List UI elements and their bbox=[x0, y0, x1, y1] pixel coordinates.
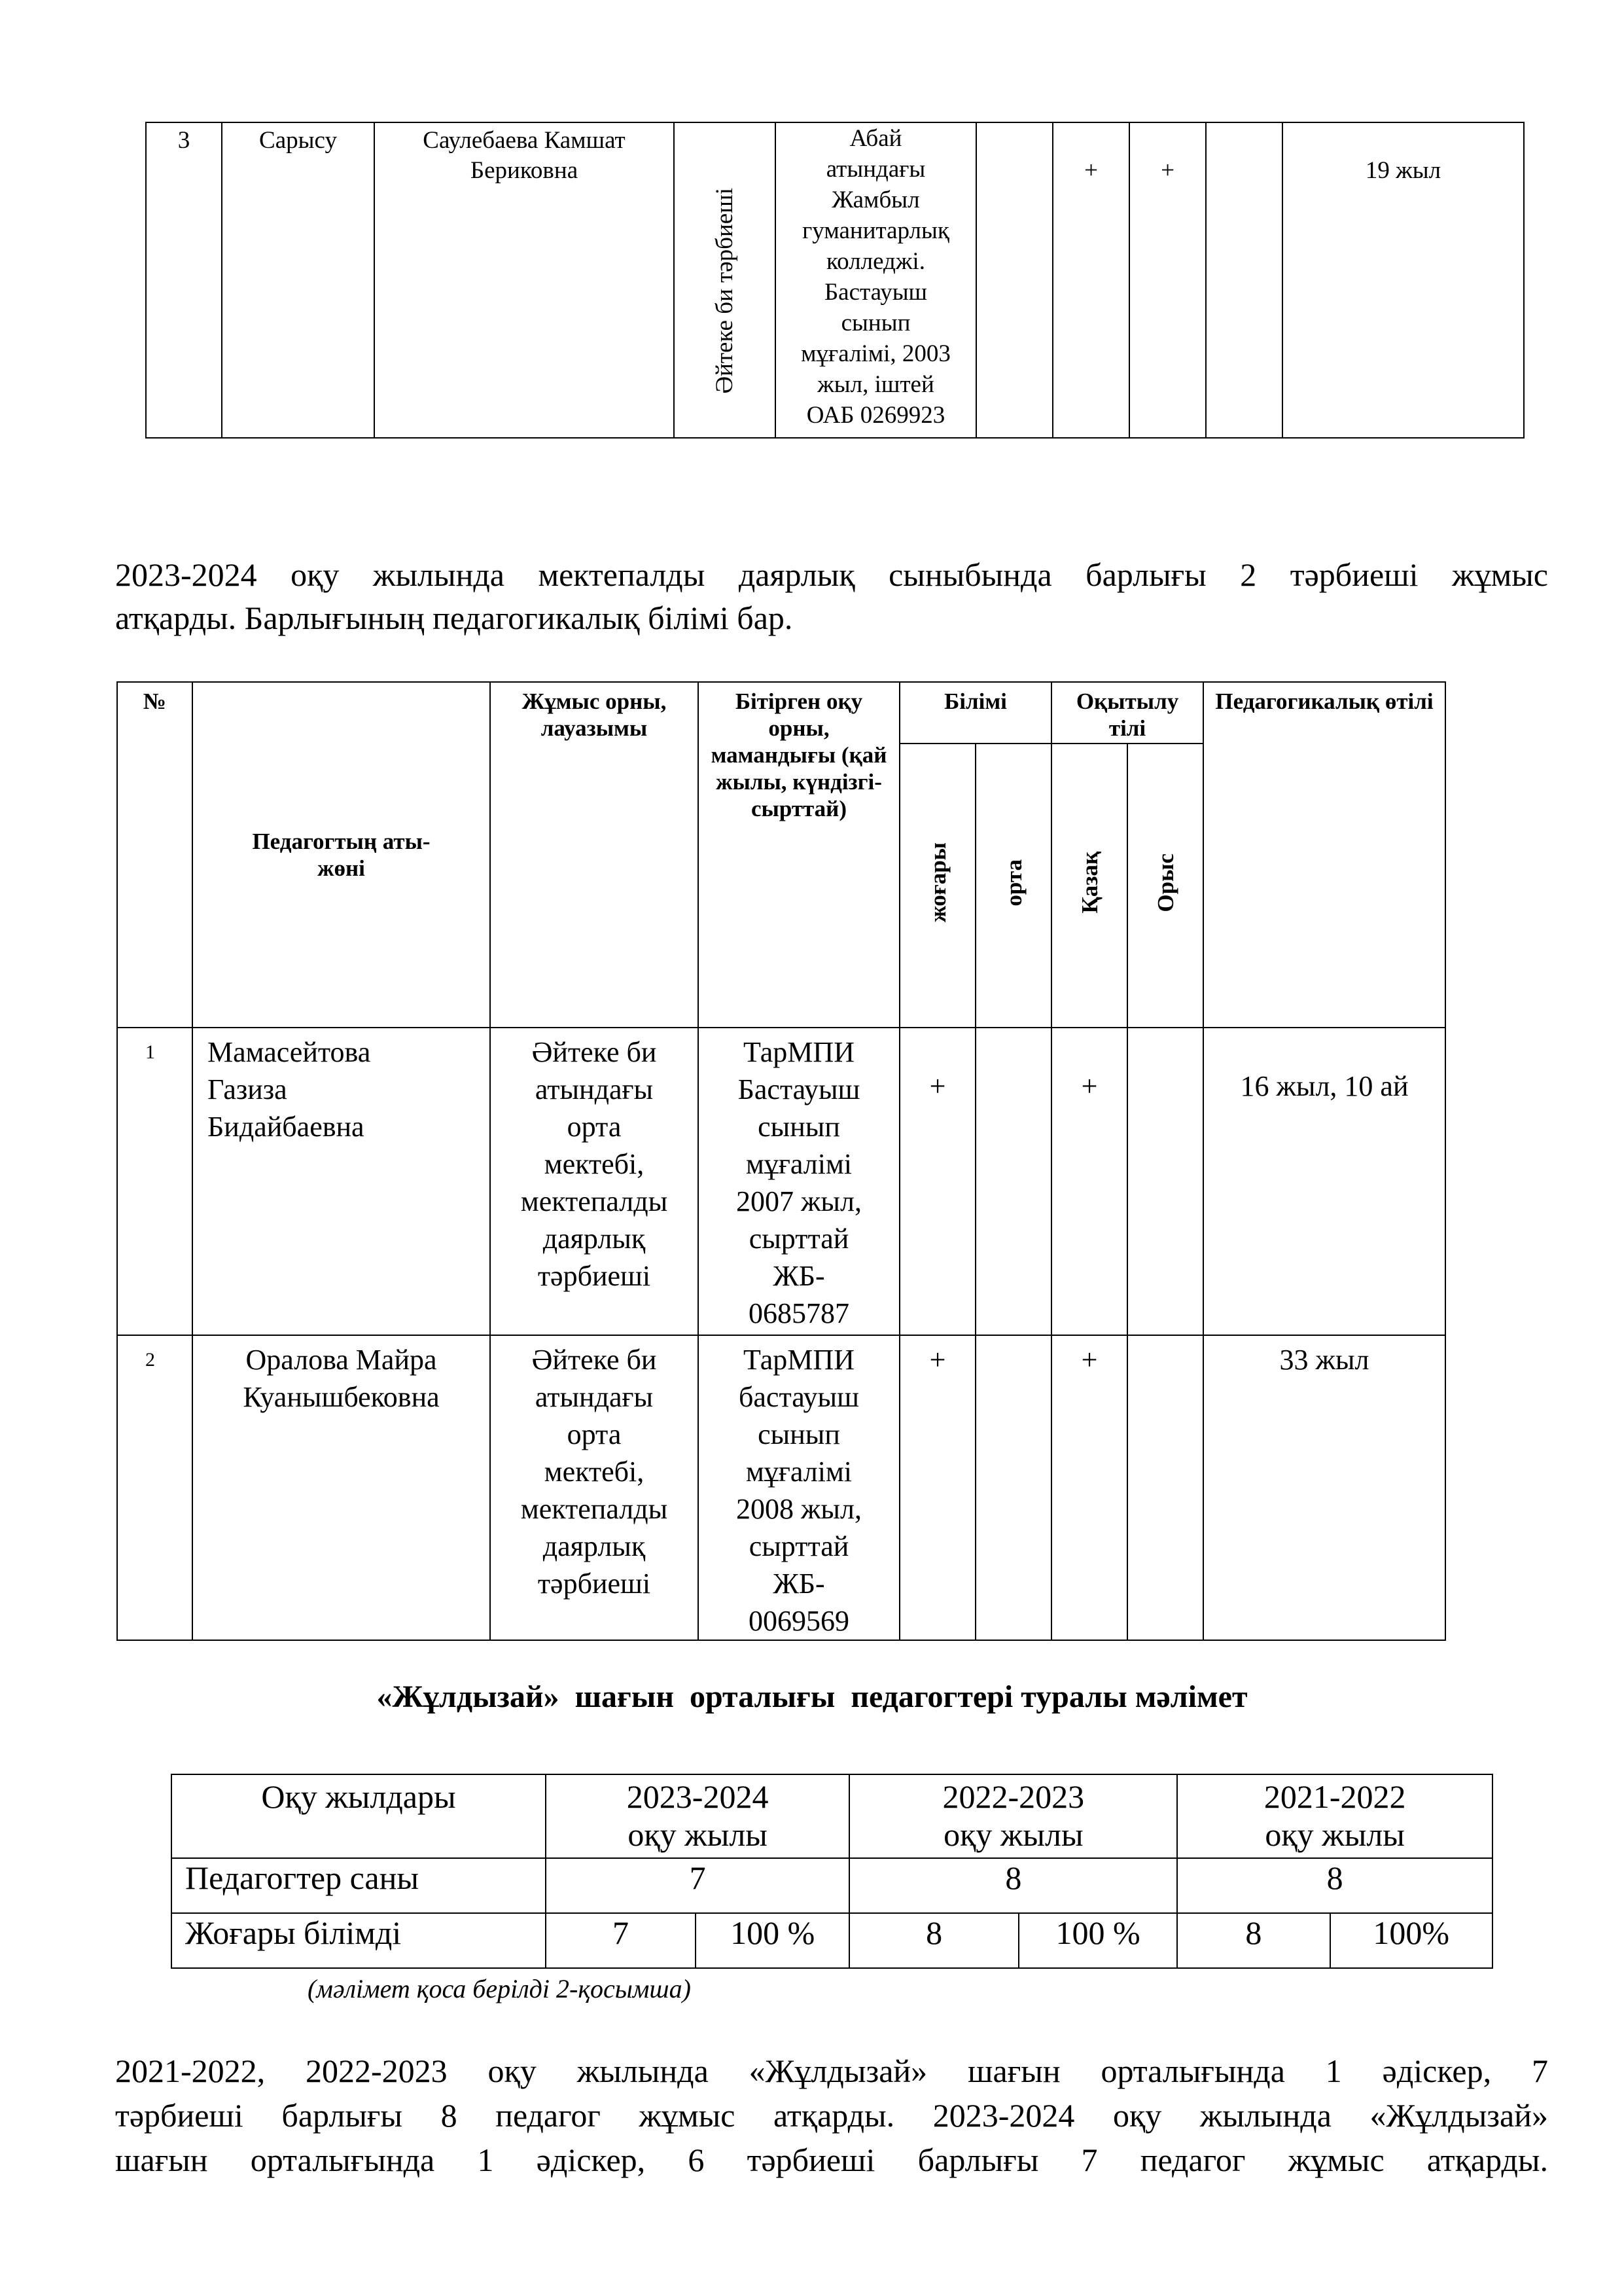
header-higher: жоғары bbox=[900, 744, 976, 1028]
work-cell: Әйтеке би атындағы орта мектебі, мектепалды даярлық тәрбиеші bbox=[490, 1028, 698, 1335]
count-value: 8 bbox=[849, 1858, 1177, 1913]
top-table bbox=[145, 122, 1525, 439]
empty-cell bbox=[1127, 1028, 1203, 1335]
year-header: 2022-2023 оқу жылы bbox=[849, 1774, 1177, 1858]
year-header: 2023-2024 оқу жылы bbox=[546, 1774, 849, 1858]
location-cell: Сарысу bbox=[222, 122, 374, 438]
plus-mark: + bbox=[1051, 1028, 1127, 1335]
count-label: Педагогтер саны bbox=[171, 1858, 546, 1913]
year-header: 2021-2022 оқу жылы bbox=[1177, 1774, 1492, 1858]
plus-mark: + bbox=[1129, 122, 1206, 438]
table-row bbox=[117, 1335, 1445, 1640]
paragraph-1-line-2: атқарды. Барлығының педагогикалық білімі бар. bbox=[115, 600, 793, 636]
paragraph-2-line-2: тәрбиеші барлығы 8 педагог жұмыс атқарды. 2023-2024 оқу жылында «Жұлдызай» bbox=[115, 2097, 1548, 2134]
summary-table bbox=[171, 1774, 1493, 1969]
plus-mark: + bbox=[900, 1028, 976, 1335]
header-language: Оқытылу тілі bbox=[1051, 682, 1203, 744]
graduated-cell: ТарМПИ бастауыш сынып мұғалімі 2008 жыл, сырттай ЖБ- 0069569 bbox=[698, 1335, 900, 1640]
paragraph-2-line-1: 2021-2022, 2022-2023 оқу жылында «Жұлдызай» шағын орталығында 1 әдіскер, 7 bbox=[115, 2053, 1548, 2089]
header-education: Білімі bbox=[900, 682, 1051, 744]
paragraph-2-line-3: шағын орталығында 1 әдіскер, 6 тәрбиеші барлығы 7 педагог жұмыс атқарды. bbox=[115, 2142, 1548, 2178]
plus-mark: + bbox=[1053, 122, 1129, 438]
experience-cell: 33 жыл bbox=[1203, 1335, 1445, 1640]
empty-cell bbox=[1206, 122, 1282, 438]
workplace-text: Әйтеке би тәрбиеші bbox=[711, 188, 738, 394]
header-russian: Орыс bbox=[1127, 744, 1203, 1028]
empty-cell bbox=[976, 1335, 1051, 1640]
higher-label: Жоғары білімді bbox=[171, 1913, 546, 1968]
table-row bbox=[117, 1028, 1445, 1335]
teacher-name: Оралова Майра Куанышбековна bbox=[192, 1335, 490, 1640]
header-num: № bbox=[117, 682, 192, 1028]
empty-cell bbox=[1127, 1335, 1203, 1640]
staff-table bbox=[116, 681, 1446, 1641]
empty-cell bbox=[976, 122, 1053, 438]
header-secondary: орта bbox=[976, 744, 1051, 1028]
section-title: «Жұлдызай» шағын орталығы педагогтері туралы мәлімет bbox=[376, 1679, 1248, 1714]
experience-cell: 16 жыл, 10 ай bbox=[1203, 1028, 1445, 1335]
header-name: Педагогтың аты-жөні bbox=[192, 682, 490, 1028]
higher-count: 8 bbox=[849, 1913, 1019, 1968]
header-kazakh: Қазақ bbox=[1051, 744, 1127, 1028]
experience-cell: 19 жыл bbox=[1282, 122, 1524, 438]
header-work: Жұмыс орны, лауазымы bbox=[490, 682, 698, 1028]
higher-percent: 100 % bbox=[1019, 1913, 1177, 1968]
graduated-cell: ТарМПИ Бастауыш сынып мұғалімі 2007 жыл, сырттай ЖБ- 0685787 bbox=[698, 1028, 900, 1335]
higher-percent: 100% bbox=[1330, 1913, 1492, 1968]
row-num: 3 bbox=[146, 122, 222, 438]
header-graduated: Бітірген оқу орны, мамандығы (қай жылы, күндізгі-сырттай) bbox=[698, 682, 900, 1028]
header-experience: Педагогикалық өтілі bbox=[1203, 682, 1445, 1028]
education-cell: Абай атындағы Жамбыл гуманитарлық колледжі. Бастауыш сынып мұғалімі, 2003 жыл, іштей ОАБ 0269923 bbox=[775, 122, 976, 438]
workplace-cell bbox=[674, 122, 775, 438]
paragraph-1-line-1: 2023-2024 оқу жылында мектепалды даярлық сыныбында барлығы 2 тәрбиеші жұмыс bbox=[115, 556, 1548, 593]
higher-count: 8 bbox=[1177, 1913, 1330, 1968]
teacher-name: Саулебаева Камшат Бериковна bbox=[374, 122, 674, 438]
teacher-name: Мамасейтова Газиза Бидайбаевна bbox=[192, 1028, 490, 1335]
higher-percent: 100 % bbox=[696, 1913, 849, 1968]
row-num: 1 bbox=[117, 1028, 192, 1335]
count-value: 7 bbox=[546, 1858, 849, 1913]
appendix-note: (мәлімет қоса берілді 2-қосымша) bbox=[308, 1974, 691, 2003]
header-label: Оқу жылдары bbox=[171, 1774, 546, 1858]
plus-mark: + bbox=[1051, 1335, 1127, 1640]
count-value: 8 bbox=[1177, 1858, 1492, 1913]
work-cell: Әйтеке би атындағы орта мектебі, мектепалды даярлық тәрбиеші bbox=[490, 1335, 698, 1640]
empty-cell bbox=[976, 1028, 1051, 1335]
higher-count: 7 bbox=[546, 1913, 696, 1968]
plus-mark: + bbox=[900, 1335, 976, 1640]
row-num: 2 bbox=[117, 1335, 192, 1640]
